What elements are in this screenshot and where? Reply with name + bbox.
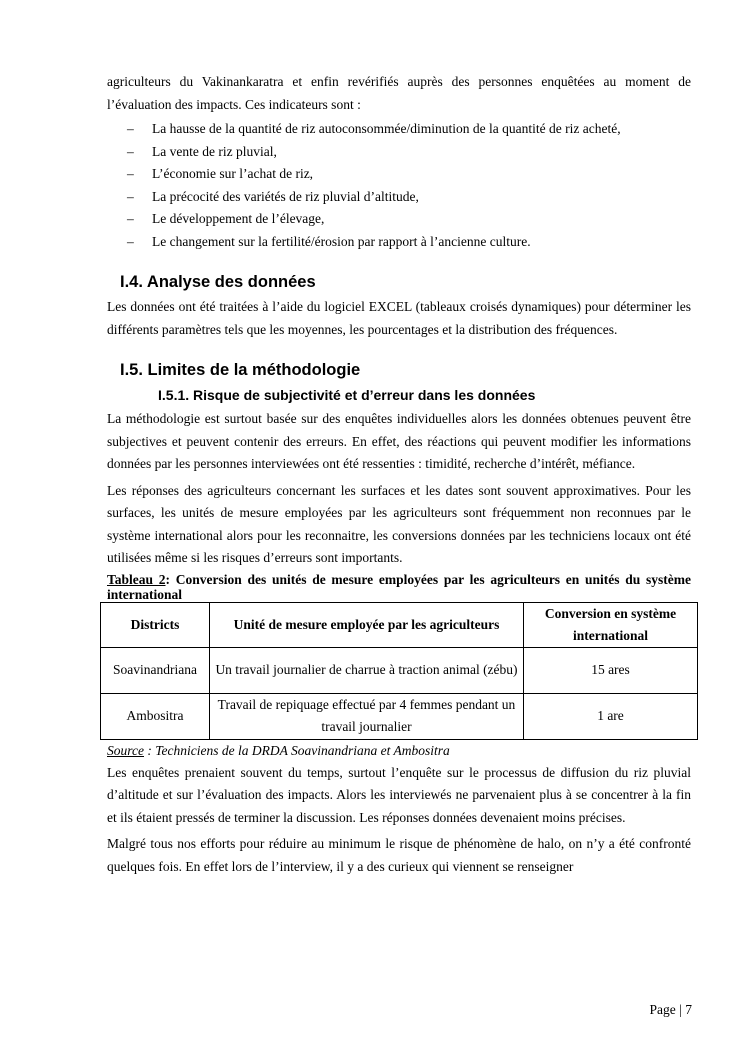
table-caption-text: : Conversion des unités de mesure employées par les agriculteurs en unités du système international	[107, 571, 691, 602]
page-separator: |	[679, 1002, 682, 1017]
page-label: Page	[649, 1002, 676, 1017]
page-number-footer	[650, 1000, 692, 1020]
list-item: – La vente de riz pluvial,	[127, 141, 691, 164]
list-item: – Le développement de l’élevage,	[127, 208, 691, 231]
table-header-row	[101, 602, 698, 647]
header-districts: Districts	[101, 602, 210, 647]
section-heading-analyse: I.4. Analyse des données	[120, 273, 316, 291]
page-number: 7	[685, 1002, 692, 1017]
risque-paragraph-2: Les réponses des agriculteurs concernant les surfaces et les dates sont souvent approximatives. Pour les surfaces, les unités de mesure employées par les agriculteurs sont fréquemment non reconnues par le système international alors pour les reconnaitre, les conversions données par les techniciens locaux ont été utilisées même si les risques d’erreurs sont importants.	[107, 482, 691, 565]
table-row	[101, 647, 698, 693]
indicator-list	[107, 118, 691, 253]
list-item: – La précocité des variétés de riz pluvial d’altitude,	[127, 186, 691, 209]
dash-bullet-icon: –	[127, 233, 134, 249]
table-cell: Soavinandriana	[101, 647, 210, 693]
dash-bullet-icon: –	[127, 188, 134, 204]
table-cell: 15 ares	[524, 647, 698, 693]
header-conversion: Conversion en système international	[524, 602, 698, 647]
header-unite: Unité de mesure employée par les agriculteurs	[210, 602, 524, 647]
section-heading-limites: I.5. Limites de la méthodologie	[120, 361, 361, 379]
table-source	[107, 740, 691, 762]
table-row	[101, 693, 698, 739]
list-item: – L’économie sur l’achat de riz,	[127, 163, 691, 186]
table-cell: 1 are	[524, 693, 698, 739]
closing-paragraph-2: Malgré tous nos efforts pour réduire au minimum le risque de phénomène de halo, on n’y a été confronté quelques fois. En effet lors de l’interview, il y a des curieux qui viennent se renseigner	[107, 836, 691, 874]
table-caption-label: Tableau 2	[107, 571, 166, 587]
table-caption	[107, 572, 691, 602]
table-cell: Ambositra	[101, 693, 210, 739]
table-cell: Un travail journalier de charrue à traction animal (zébu)	[210, 647, 524, 693]
analyse-paragraph: Les données ont été traitées à l’aide du logiciel EXCEL (tableaux croisés dynamiques) pour déterminer les différents paramètres tels que les moyennes, les pourcentages et la distribution des fréquences.	[107, 299, 691, 337]
risque-paragraph-1: La méthodologie est surtout basée sur des enquêtes individuelles alors les données obtenues peuvent être subjectives et peuvent contenir des erreurs. En effet, des réactions qui peuvent modifier les informations données par les personnes interviewées ont été ressenties : timidité, recherche d’intérêt, méfiance.	[107, 411, 691, 471]
source-text: : Techniciens de la DRDA Soavinandriana et Ambositra	[144, 742, 450, 758]
dash-bullet-icon: –	[127, 143, 134, 159]
dash-bullet-icon: –	[127, 121, 134, 136]
list-item: – La hausse de la quantité de riz autoconsommée/diminution de la quantité de riz acheté,	[127, 118, 691, 141]
intro-paragraph: agriculteurs du Vakinankaratra et enfin revérifiés auprès des personnes enquêtées au moment de l’évaluation des impacts. Ces indicateurs sont :	[107, 74, 691, 112]
list-item: – Le changement sur la fertilité/érosion par rapport à l’ancienne culture.	[127, 231, 691, 254]
source-label: Source	[107, 742, 144, 758]
subsection-heading-risque: I.5.1. Risque de subjectivité et d’erreur dans les données	[158, 387, 536, 403]
dash-bullet-icon: –	[127, 166, 134, 181]
closing-paragraph-1: Les enquêtes prenaient souvent du temps, surtout l’enquête sur le processus de diffusion du riz pluvial d’altitude et sur l’évaluation des impacts. Alors les interviewés ne parvenaient plus à se concentrer à la fin et ils étaient pressés de terminer la discussion. Les réponses données devenaient moins précises.	[107, 764, 691, 825]
dash-bullet-icon: –	[127, 211, 134, 226]
conversion-table	[100, 602, 698, 740]
document-page	[107, 71, 691, 878]
table-cell: Travail de repiquage effectué par 4 femmes pendant un travail journalier	[210, 693, 524, 739]
